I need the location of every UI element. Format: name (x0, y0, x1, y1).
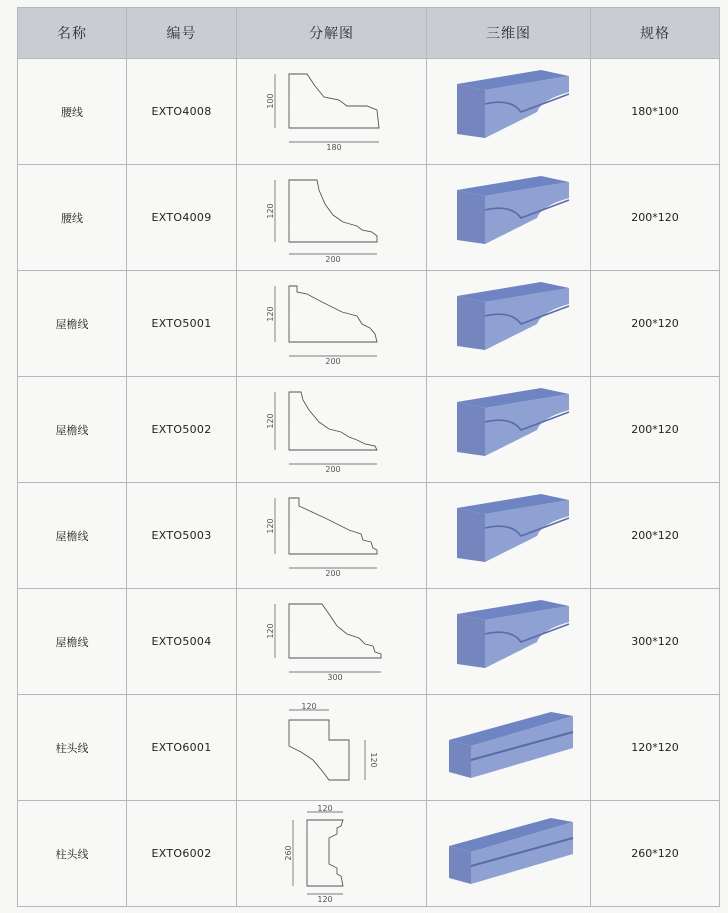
width-dimension-label: 200 (324, 569, 341, 578)
cornice-solid-icon (441, 488, 577, 583)
product-code: EXTO4009 (127, 165, 237, 271)
height-dimension-label: 120 (265, 203, 275, 219)
profile-outline (289, 74, 379, 128)
product-spec: 200*120 (591, 271, 720, 377)
cornice-solid-icon (441, 64, 577, 159)
solid-end-face (449, 740, 471, 778)
section-drawing (267, 488, 397, 583)
height-dimension-label: 100 (265, 93, 275, 109)
table-body (18, 59, 720, 907)
product-code: EXTO6002 (127, 801, 237, 907)
3d-view-cell (427, 377, 591, 483)
product-spec: 180*100 (591, 59, 720, 165)
header-code: 编号 (127, 8, 237, 59)
section-drawing-cell (237, 165, 427, 271)
table-row (18, 483, 720, 589)
product-name: 柱头线 (18, 801, 127, 907)
solid-end-face (449, 846, 471, 884)
product-name: 腰线 (18, 59, 127, 165)
product-spec: 300*120 (591, 589, 720, 695)
section-drawing (267, 276, 397, 371)
top-dimension-label: 120 (300, 702, 317, 711)
header-section: 分解图 (237, 8, 427, 59)
profile-outline (289, 498, 377, 554)
section-drawing (267, 170, 397, 265)
solid-end-face (457, 614, 485, 668)
profile-outline (289, 392, 377, 450)
cornice-solid-icon (441, 170, 577, 265)
product-spec-table (17, 7, 720, 907)
product-code: EXTO4008 (127, 59, 237, 165)
height-dimension-label: 120 (265, 623, 275, 639)
section-drawing-cell (237, 801, 427, 907)
product-spec: 120*120 (591, 695, 720, 801)
height-dimension-label: 120 (368, 752, 378, 768)
cornice-solid-icon (441, 276, 577, 371)
solid-end-face (457, 190, 485, 244)
height-dimension-label: 120 (265, 518, 275, 534)
table-row (18, 695, 720, 801)
3d-view-cell (427, 59, 591, 165)
3d-view-cell (427, 483, 591, 589)
solid-end-face (457, 296, 485, 350)
table-row (18, 271, 720, 377)
section-drawing-cell (237, 483, 427, 589)
product-code: EXTO5001 (127, 271, 237, 377)
table-row (18, 801, 720, 907)
product-name: 屋檐线 (18, 377, 127, 483)
cornice-solid-icon (441, 594, 577, 689)
top-dimension-label: 120 (316, 804, 333, 813)
section-drawing-cell (237, 59, 427, 165)
section-drawing (267, 382, 397, 477)
bottom-dimension-label: 120 (316, 895, 333, 904)
capital-solid-icon (441, 700, 577, 795)
3d-view-cell (427, 801, 591, 907)
solid-end-face (457, 402, 485, 456)
height-dimension-label: 260 (283, 845, 293, 861)
section-drawing (267, 64, 397, 159)
product-spec: 260*120 (591, 801, 720, 907)
capital-solid-icon (441, 806, 577, 901)
table-row (18, 59, 720, 165)
product-code: EXTO5004 (127, 589, 237, 695)
width-dimension-label: 300 (326, 673, 343, 682)
width-dimension-label: 200 (324, 357, 341, 366)
product-name: 屋檐线 (18, 271, 127, 377)
width-dimension-label: 200 (324, 255, 341, 264)
section-drawing-cell (237, 271, 427, 377)
width-dimension-label: 200 (324, 465, 341, 474)
section-drawing (267, 594, 397, 689)
product-spec: 200*120 (591, 483, 720, 589)
header-row (18, 8, 720, 59)
3d-view-cell (427, 271, 591, 377)
header-spec: 规格 (591, 8, 720, 59)
header-3d-view: 三维图 (427, 8, 591, 59)
section-drawing-cell (237, 589, 427, 695)
width-dimension-label: 180 (325, 143, 342, 152)
3d-view-cell (427, 695, 591, 801)
product-name: 腰线 (18, 165, 127, 271)
product-name: 屋檐线 (18, 589, 127, 695)
product-name: 屋檐线 (18, 483, 127, 589)
product-code: EXTO5002 (127, 377, 237, 483)
profile-outline (289, 720, 349, 780)
solid-end-face (457, 508, 485, 562)
table-row (18, 589, 720, 695)
cornice-solid-icon (441, 382, 577, 477)
solid-end-face (457, 84, 485, 138)
height-dimension-label: 120 (265, 413, 275, 429)
table-row (18, 165, 720, 271)
product-spec: 200*120 (591, 377, 720, 483)
section-drawing-cell (237, 695, 427, 801)
product-code: EXTO5003 (127, 483, 237, 589)
3d-view-cell (427, 589, 591, 695)
profile-outline (289, 180, 377, 242)
product-code: EXTO6001 (127, 695, 237, 801)
section-drawing-cell (237, 377, 427, 483)
section-drawing (267, 804, 397, 904)
profile-outline (307, 820, 343, 886)
header-name: 名称 (18, 8, 127, 59)
profile-outline (289, 604, 381, 658)
height-dimension-label: 120 (265, 306, 275, 322)
section-drawing (267, 700, 397, 795)
profile-outline (289, 286, 377, 342)
product-name: 柱头线 (18, 695, 127, 801)
table-row (18, 377, 720, 483)
3d-view-cell (427, 165, 591, 271)
product-spec: 200*120 (591, 165, 720, 271)
